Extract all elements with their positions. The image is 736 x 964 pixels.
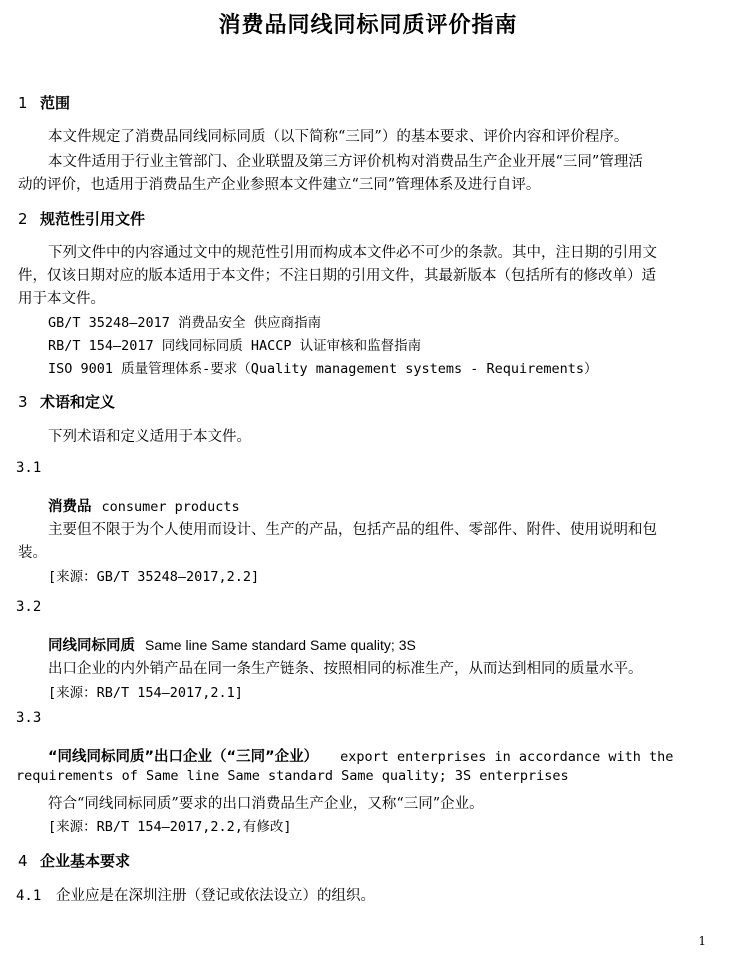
term-id: 3.2: [16, 599, 42, 615]
term-heading: [48, 495, 240, 516]
paragraph: 件，仅该日期对应的版本适用于本文件；不注日期的引用文件，其最新版本（包括所有的修改单）适: [18, 268, 656, 284]
section-1-heading: [18, 92, 70, 113]
page-number: 1: [698, 934, 706, 948]
term-source: [来源：GB/T 35248—2017,2.2]: [48, 569, 260, 585]
term-definition: 符合“同线同标同质”要求的出口消费品生产企业，又称“三同”企业。: [48, 796, 484, 812]
paragraph: 动的评价，也适用于消费品生产企业参照本文件建立“三同”管理体系及进行自评。: [18, 177, 541, 193]
reference-item: RB/T 154—2017 同线同标同质 HACCP 认证审核和监督指南: [48, 338, 422, 354]
term-heading: [48, 634, 416, 655]
section-title: 规范性引用文件: [40, 210, 146, 228]
section-3-heading: [18, 391, 115, 412]
term-en: export enterprises in accordance with the: [340, 749, 674, 765]
paragraph: 用于本文件。: [18, 291, 105, 307]
term-en: Same line Same standard Same quality; 3S: [145, 637, 416, 653]
reference-item: ISO 9001 质量管理体系-要求（Quality management systems - Requirements）: [48, 361, 598, 377]
section-2-heading: [18, 208, 145, 229]
reference-item: GB/T 35248—2017 消费品安全 供应商指南: [48, 315, 322, 331]
section-title: 范围: [40, 94, 71, 112]
paragraph: 下列文件中的内容通过文中的规范性引用而构成本文件必不可少的条款。其中，注日期的引用文: [48, 245, 657, 261]
section-number: 1: [18, 94, 28, 112]
term-definition: 出口企业的内外销产品在同一条生产链条、按照相同的标准生产，从而达到相同的质量水平。: [48, 661, 643, 677]
term-definition: 装。: [18, 545, 47, 561]
term-definition: 主要但不限于为个人使用而设计、生产的产品，包括产品的组件、零部件、附件、使用说明和包: [48, 522, 657, 538]
term-id: 3.3: [16, 710, 42, 726]
section-title: 企业基本要求: [40, 852, 131, 870]
section-title: 术语和定义: [40, 393, 116, 411]
term-en-continued: requirements of Same line Same standard Same quality; 3S enterprises: [16, 768, 569, 784]
section-number: 4: [18, 852, 28, 870]
clause-4-1: [16, 884, 375, 905]
term-source: [来源：RB/T 154—2017,2.2,有修改]: [48, 819, 292, 835]
section-number: 2: [18, 210, 28, 228]
term-en: consumer products: [101, 499, 240, 515]
term-id: 3.1: [16, 460, 42, 476]
term-cn: 消费品: [48, 499, 92, 515]
document-title: 消费品同线同标同质评价指南: [218, 13, 518, 38]
clause-text: 企业应是在深圳注册（登记或依法设立）的组织。: [56, 888, 375, 904]
section-number: 3: [18, 393, 28, 411]
section-4-heading: [18, 850, 130, 871]
term-cn: 同线同标同质: [48, 638, 135, 654]
term-source: [来源：RB/T 154—2017,2.1]: [48, 685, 243, 701]
term-cn: “同线同标同质”出口企业（“三同”企业）: [48, 749, 319, 765]
paragraph: 本文件规定了消费品同线同标同质（以下简称“三同”）的基本要求、评价内容和评价程序。: [48, 129, 629, 145]
clause-id: 4.1: [16, 888, 42, 904]
paragraph: 本文件适用于行业主管部门、企业联盟及第三方评价机构对消费品生产企业开展“三同”管理活: [48, 154, 643, 170]
paragraph: 下列术语和定义适用于本文件。: [48, 429, 251, 445]
term-heading: [48, 745, 673, 766]
